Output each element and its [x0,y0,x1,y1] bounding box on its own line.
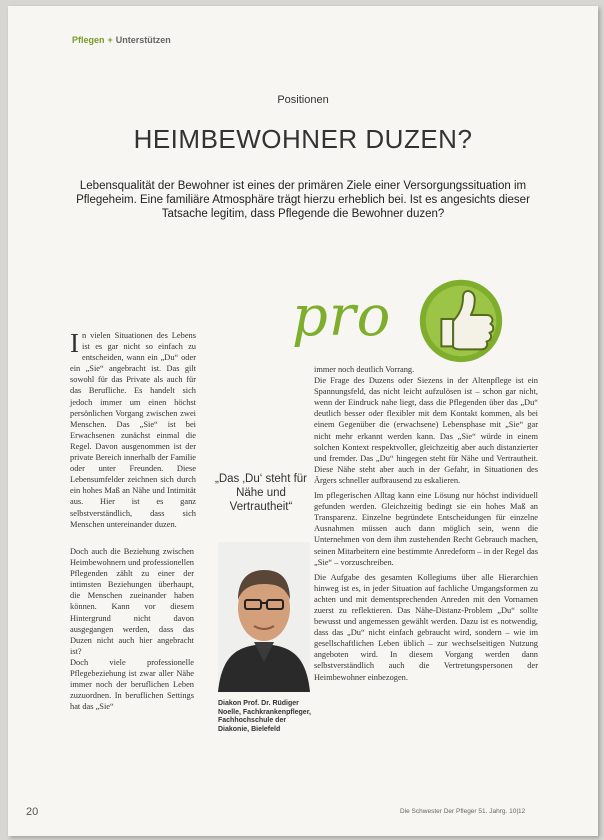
article-lead: Lebensqualität der Bewohner ist eines der primären Ziele einer Versorgungssituation im Pflegeheim. Eine familiäre Atmosphäre trägt hierzu erheblich bei. Ist es angesichts dieser Tatsache legitim, dass Pflegende die Bewohner duzen? [76,180,530,220]
author-portrait [218,542,310,692]
pull-quote: „Das ‚Du‘ steht für Nähe und Vertrautheit“ [214,473,308,513]
magazine-page [8,6,598,836]
portrait-caption: Diakon Prof. Dr. Rüdiger Noelle, Fachkrankenpfleger, Fachhochschule der Diakonie, Bielefeld [218,700,311,733]
column-3-paragraph-4: Die Aufgabe des gesamten Kollegiums über alle Hierarchien hinweg ist es, in jeder Situation auf fachliche Umgangsformen zu achten und mit dementsprechenden Anreden mit den Vornamen zuerst zu reflektieren. Das Nähe-Distanz-Problem „Du“ sollte bewusst und angemessen gewählt werden. Dazu ist es notwendig, dass das „Du“ nicht einfach gebraucht wird, sondern – wie im gesellschaftlichen Leben üblich – zur wechselseitigen Nutzung angeboten wird. In diesem Vorgang werden dann selbstverständlich auch die Vertretungspersonen der Heimbewohner einbezogen. [314,572,538,682]
breadcrumb-first: Pflegen [72,35,105,45]
article-column-1 [70,330,196,530]
thumbs-up-icon [412,268,510,366]
column-3-paragraph-1: immer noch deutlich Vorrang. [314,365,415,374]
article-title: HEIMBEWOHNER DUZEN? [133,124,473,154]
column-3-paragraph-3: Im pflegerischen Alltag kann eine Lösung nur höchst individuell gefunden werden. Gleichzeitig bedingt sie ein hohes Maß an Transparenz. Einzelne begründete Entscheidungen für einzelne Ausnahmen müssen auch dann möglich sein, wenn die Unternehmen von dem ihm zustehenden Recht Gebrauch machen, seinen Mitarbeitern eine bestimmte Anredeform – in der Regel das „Sie“ – vorzuschreiben. [314,491,538,567]
pro-label: pro [292,284,392,349]
breadcrumb-separator: + [107,35,113,45]
column-1-paragraph-1: n vielen Situationen des Lebens ist es gar nicht so einfach zu entscheiden, wann ein „Du“ oder ein „Sie“ angebracht ist. Das gilt sowohl für das Private als auch für das Berufliche. Es handelt sich jedoch immer um einen höchst persönlichen Vorgang zwischen zwei Menschen. Das „Sie“ ist bei Erwachsenen zunächst einmal die Regel. Davon ausgenommen ist der private Bereich innerhalb der Familie oder unter Freunden. Diese Lebensumfelder zeichnen sich durch ein hohes Maß an Nähe und Intimität aus. Hier ist es ganz selbstverständlich, dass sich Menschen untereinander duzen. [70,331,196,529]
page-number: 20 [26,806,39,818]
column-3-paragraph-2: Die Frage des Duzens oder Siezens in der Altenpflege ist ein Spannungsfeld, das nicht leicht aufzulösen ist – schon gar nicht, wenn der Eindruck nahe liegt, dass die Pflegenden über das „Du“ deutlich besser oder flexibler mit dem Kontakt kommen, als bei einem Gegenüber die (erwachsene) Lebensphase mit „Sie“ gar nicht mehr erkannt werden kann. Das „Sie“ würde in einem solchen Kontext respektvoller, gleichzeitig aber auch distanzierter und fremder. Das „Du“ hingegen steht für Nähe und Vertrautheit. Diese Nähe steht aber auch in der Gefahr, in Situationen des Ärgers schneller aufbrausend zu eskalieren. [314,376,538,485]
breadcrumb-second: Unterstützen [115,35,171,45]
column-1-paragraph-2: Doch auch die Beziehung zwischen Heimbewohnern und professionellen Pflegenden zählt zu einer der intimsten Beziehungen überhaupt, die Menschen zueinander haben können. Kann vor diesem Hintergrund nicht davon ausgegangen werden, dass das Duzen nicht auch hier angebracht ist? [70,547,194,656]
footer-publication: Die Schwester Der Pfleger 51. Jahrg. 10|12 [400,808,526,815]
article-column-1-lower [70,546,194,712]
column-1-paragraph-3: Doch viele professionelle Pflegebeziehung ist zwar aller Nähe immer noch der beruflichen Leben zuzuordnen. In beruflichen Settings hat das „Sie“ [70,657,194,712]
breadcrumb [72,35,171,45]
article-column-3 [314,364,538,683]
section-label: Positionen [277,94,329,106]
drop-cap: I [70,328,79,358]
